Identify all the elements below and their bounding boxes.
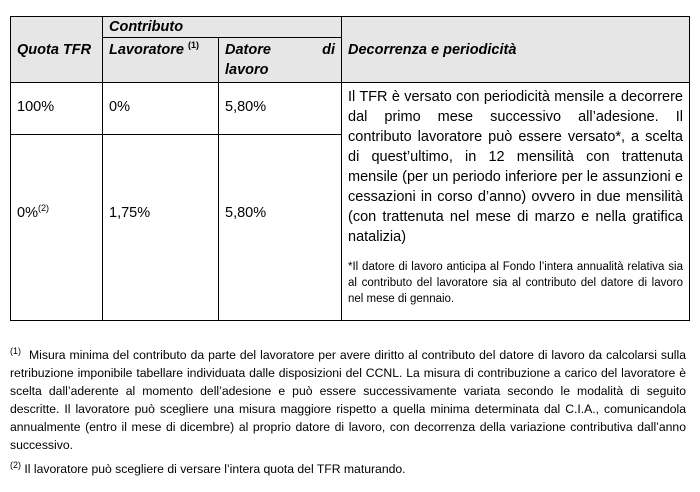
row2-lavoratore: 1,75% (103, 135, 219, 321)
contribution-table (10, 16, 690, 321)
footnote-ref-1: (1) (187, 40, 199, 51)
header-contributo: Contributo (103, 17, 342, 38)
footnote-2: $^{(2)}$ Il lavoratore può scegliere di versare l’intera quota del TFR maturando. (10, 459, 406, 476)
header-datore: Datore di lavoro (219, 38, 342, 83)
footnotes (10, 346, 686, 484)
row1-lavoratore: 0% (103, 83, 219, 135)
tfr-document (10, 16, 690, 321)
header-lavoratore: Lavoratore $^{(1)}$ (103, 38, 219, 83)
decorrenza-note: *Il datore di lavoro anticipa al Fondo l’intera annualità relativa sia al contributo del lavoratore sia al contributo del datore di lavoro nel mese di gennaio. (348, 261, 683, 305)
decorrenza-cell (342, 83, 690, 321)
footnote-ref-2: (2) (37, 202, 49, 213)
header-quota-tfr: Quota TFR (11, 17, 103, 83)
row1-quota: 100% (11, 83, 103, 135)
row1-datore: 5,80% (219, 83, 342, 135)
decorrenza-text: Il TFR è versato con periodicità mensile a decorrere dal primo mese successivo all’adesione. Il contributo lavoratore può essere versato*, a scelta di quest’ultimo, in 12 mensilità con trattenuta mensile (per un periodo inferiore per le assunzioni e cessazioni in corso d’anno) ovvero in due mensilità (con trattenuta nel mese di marzo e nella gratifica natalizia) (348, 89, 683, 245)
header-decorrenza: Decorrenza e periodicità (342, 17, 690, 83)
row2-datore: 5,80% (219, 135, 342, 321)
row2-quota: 0%$^{(2)}$ (11, 135, 103, 321)
footnote-1: $^{(1)}$ Misura minima del contributo da parte del lavoratore per avere diritto al contributo del datore di lavoro da calcolarsi sulla retribuzione imponibile tabellare individuata dalle disposizioni del CCNL. La misura di contribuzione a carico del lavoratore è scelta dall’aderente al momento dell’adesione e può essere successivamente variata secondo le modalità di seguito descritte. Il lavoratore può scegliere una misura maggiore rispetto a quella minima determinata dal C.I.A., comunicandola annualmente (entro il mese di dicembre) al proprio datore di lavoro, con decorrenza della variazione contributiva dall’anno successivo. (10, 345, 686, 452)
